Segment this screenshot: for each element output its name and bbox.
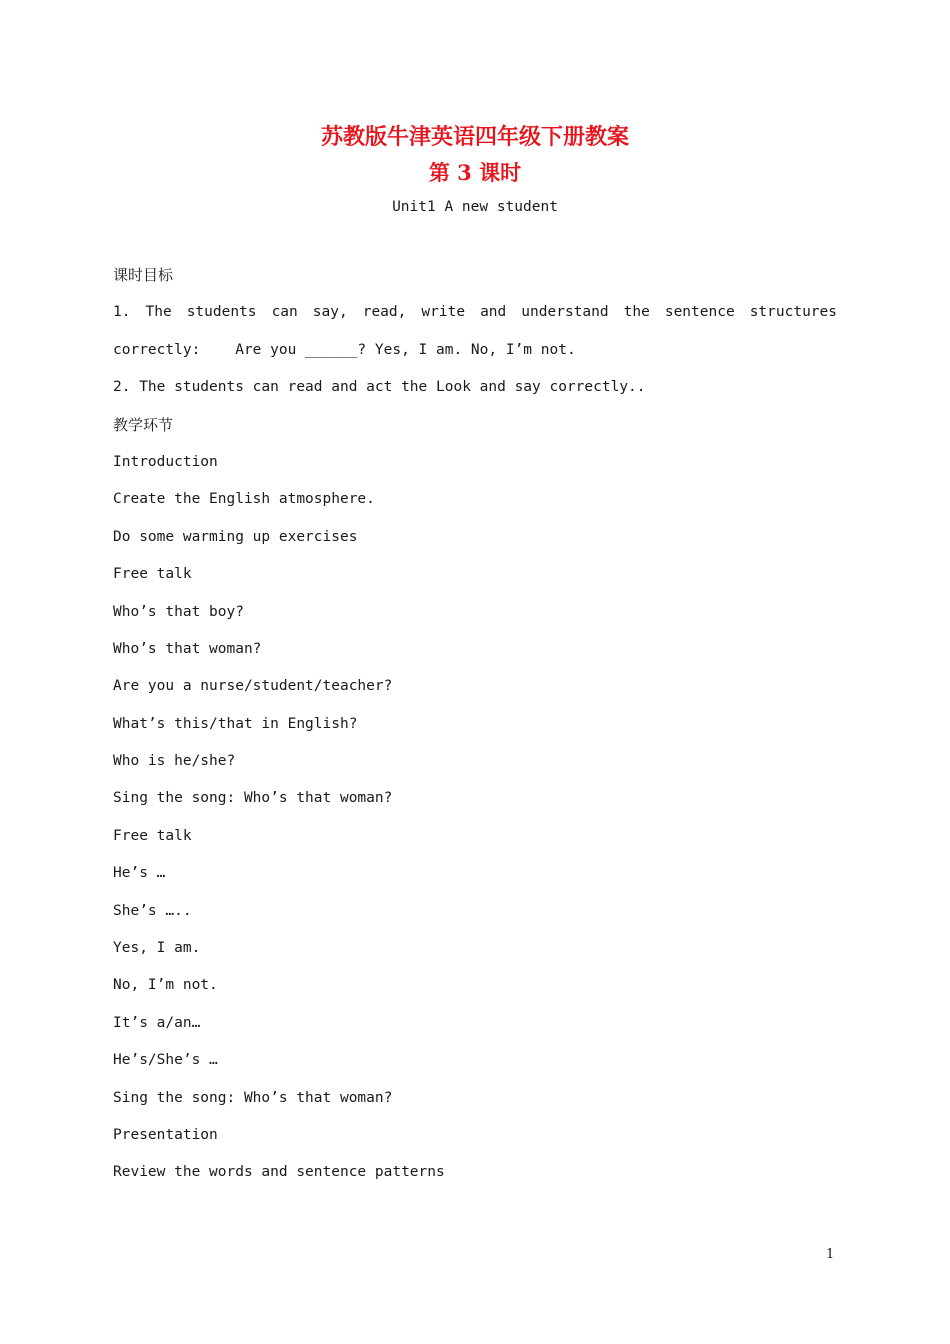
text-line: Who’s that boy?: [113, 603, 244, 620]
text-line: 2. The students can read and act the Look and say correctly..: [113, 379, 646, 396]
text-line: It’s a/an…: [113, 1014, 201, 1031]
text-line: Review the words and sentence patterns: [113, 1164, 445, 1181]
text-line: Sing the song: Who’s that woman?: [113, 1089, 393, 1106]
text-line: Introduction: [113, 453, 218, 470]
text-line: correctly: Are you ______? Yes, I am. No, I’m not.: [113, 341, 576, 358]
text-line: What’s this/that in English?: [113, 715, 358, 732]
text-line: Do some warming up exercises: [113, 528, 358, 545]
document-body: [113, 261, 837, 1196]
text-line: Create the English atmosphere.: [113, 491, 375, 508]
unit-heading: Unit1 A new student: [392, 199, 558, 215]
text-line: He’s/She’s …: [113, 1052, 218, 1069]
text-line: Who’s that woman?: [113, 640, 262, 657]
text-line: She’s …..: [113, 902, 192, 919]
text-line: Free talk: [113, 827, 192, 844]
text-line: Presentation: [113, 1126, 218, 1143]
text-line: No, I’m not.: [113, 977, 218, 994]
text-line: He’s …: [113, 865, 166, 882]
section-heading: 课时目标: [113, 266, 174, 284]
text-line: Who is he/she?: [113, 753, 236, 770]
text-line: 1. The students can say, read, write and understand the sentence structures: [113, 304, 837, 321]
section-heading: 教学环节: [113, 415, 174, 434]
text-line: Free talk: [113, 566, 192, 583]
text-line: Sing the song: Who’s that woman?: [113, 790, 393, 807]
text-line: Are you a nurse/student/teacher?: [113, 678, 393, 695]
page-number: 1: [826, 1247, 835, 1262]
text-line: Yes, I am.: [113, 940, 201, 957]
document-title: 苏教版牛津英语四年级下册教案: [320, 124, 629, 150]
lesson-heading: 第 3 课时: [428, 160, 522, 185]
